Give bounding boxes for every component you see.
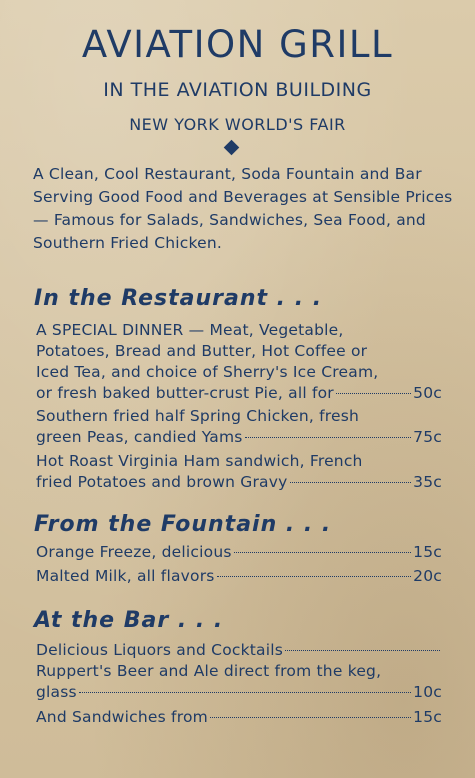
dinner-line-3: Iced Tea, and choice of Sherry's Ice Cream, bbox=[36, 363, 379, 381]
ham-price: 35c bbox=[413, 473, 442, 491]
leader-dots bbox=[234, 552, 412, 553]
fountain-item-name: Malted Milk, all flavors bbox=[36, 567, 215, 585]
menu-location: NEW YORK WORLD'S FAIR bbox=[129, 115, 346, 134]
beer-price-row bbox=[36, 682, 442, 703]
bar-heading: At the Bar . . . bbox=[34, 608, 224, 633]
dinner-line-1: A SPECIAL DINNER — Meat, Vegetable, bbox=[36, 321, 344, 339]
leader-dots bbox=[210, 717, 411, 718]
chicken-last-line: green Peas, candied Yams bbox=[36, 428, 243, 446]
leader-dots bbox=[79, 692, 411, 693]
fountain-item-name: Orange Freeze, delicious bbox=[36, 543, 232, 561]
restaurant-heading: In the Restaurant . . . bbox=[34, 286, 323, 311]
ham-line-1: Hot Roast Virginia Ham sandwich, French bbox=[36, 452, 363, 470]
dinner-price-row bbox=[36, 383, 442, 404]
fountain-heading: From the Fountain . . . bbox=[34, 512, 332, 537]
diamond-ornament-icon bbox=[224, 140, 240, 156]
ham-last-line: fried Potatoes and brown Gravy bbox=[36, 473, 288, 491]
leader-dots bbox=[285, 650, 440, 651]
leader-dots bbox=[336, 393, 411, 394]
sandwiches-price: 15c bbox=[413, 708, 442, 726]
leader-dots bbox=[290, 482, 412, 483]
menu-subtitle: IN THE AVIATION BUILDING bbox=[103, 79, 372, 101]
chicken-price: 75c bbox=[413, 428, 442, 446]
beer-line-1: Ruppert's Beer and Ale direct from the keg, bbox=[36, 662, 382, 680]
beer-last-line: glass bbox=[36, 683, 77, 701]
chicken-line-1: Southern fried half Spring Chicken, fresh bbox=[36, 407, 360, 425]
dinner-last-line: or fresh baked butter-crust Pie, all for bbox=[36, 384, 334, 402]
liquors-row bbox=[36, 640, 442, 661]
sandwiches-label: And Sandwiches from bbox=[36, 708, 208, 726]
dinner-price: 50c bbox=[413, 384, 442, 402]
beer-price: 10c bbox=[413, 683, 442, 701]
liquors-label: Delicious Liquors and Cocktails bbox=[36, 641, 284, 659]
ham-price-row bbox=[36, 472, 442, 493]
dinner-line-2: Potatoes, Bread and Butter, Hot Coffee or bbox=[36, 342, 368, 360]
intro-paragraph: A Clean, Cool Restaurant, Soda Fountain and Bar Serving Good Food and Beverages at Sensible Prices — Famous for Salads, Sandwiches, Sea Food, and Southern Fried Chicken. bbox=[33, 165, 453, 252]
leader-dots bbox=[245, 437, 412, 438]
sandwiches-row bbox=[36, 707, 442, 728]
leader-dots bbox=[217, 576, 412, 577]
fountain-item-price: 15c bbox=[413, 543, 442, 561]
menu-title: AVIATION GRILL bbox=[81, 23, 394, 66]
chicken-price-row bbox=[36, 427, 442, 448]
fountain-item-row bbox=[36, 542, 442, 563]
fountain-item-row bbox=[36, 566, 442, 587]
fountain-item-price: 20c bbox=[413, 567, 442, 585]
